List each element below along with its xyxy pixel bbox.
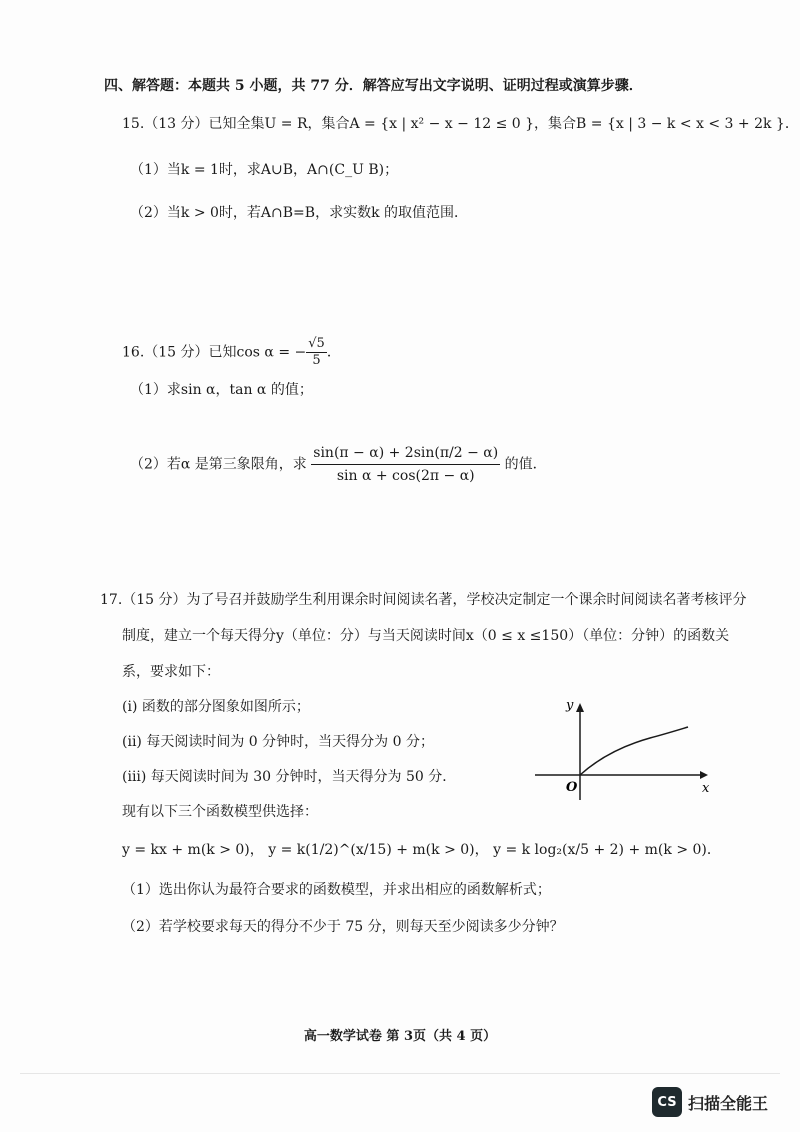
- y-axis-arrow: [576, 703, 584, 712]
- q16-expression-fraction: [311, 442, 500, 487]
- camscanner-watermark-text: 扫描全能王: [688, 1093, 769, 1113]
- q15-part1: （1）当k = 1时，求A∪B，A∩(C_U B)；: [130, 162, 399, 178]
- q16-part2: [130, 442, 547, 487]
- q17-line3: 系，要求如下：: [122, 664, 220, 680]
- q17-part1: （1）选出你认为最符合要求的函数模型，并求出相应的函数解析式；: [122, 882, 551, 898]
- q16-stem-suffix: ．: [326, 344, 341, 361]
- q16-expression-numerator: sin(π − α) + 2sin(π/2 − α): [311, 442, 500, 465]
- q16-stem: [122, 336, 341, 369]
- q15-stem: 15.（13 分）已知全集U = R，集合A = {x | x² − x − 12 ≤ 0 }，集合B = {x | 3 − k < x < 3 + 2k }．: [122, 116, 799, 132]
- q17-function-graph: [530, 695, 720, 805]
- q17-line2: 制度，建立一个每天得分y（单位：分）与当天阅读时间x（0 ≤ x ≤150）（单位：分钟）的函数关: [122, 628, 730, 644]
- y-axis-label: y: [566, 698, 574, 713]
- x-axis-arrow: [700, 771, 708, 779]
- q15-part2: （2）当k > 0时，若A∩B=B，求实数k 的取值范围．: [130, 205, 469, 221]
- q16-cos-fraction: [306, 336, 327, 369]
- q17-condition1: (i) 函数的部分图象如图所示；: [122, 699, 310, 715]
- q17-condition3: (iii) 每天阅读时间为 30 分钟时，当天得分为 50 分．: [122, 769, 457, 785]
- divider: [20, 1073, 780, 1074]
- q17-line1: 17.（15 分）为了号召并鼓励学生利用课余时间阅读名著，学校决定制定一个课余时间阅读名著考核评分: [100, 592, 747, 608]
- q16-part2-suffix: 的值．: [504, 456, 547, 473]
- q17-models: y = kx + m(k > 0)， y = k(1/2)^(x/15) + m(k > 0)， y = k log₂(x/5 + 2) + m(k > 0)．: [122, 842, 721, 858]
- q16-part1: （1）求sin α，tan α 的值；: [130, 382, 313, 398]
- section-heading: 四、解答题：本题共 5 小题，共 77 分．解答应写出文字说明、证明过程或演算步骤．: [104, 78, 643, 94]
- q16-stem-prefix: 16.（15 分）已知cos α = −: [122, 344, 307, 361]
- x-axis-label: x: [702, 781, 710, 796]
- q16-cos-denominator: 5: [312, 353, 321, 368]
- q16-part2-prefix: （2）若α 是第三象限角，求: [130, 456, 307, 473]
- q16-cos-numerator: √5: [308, 336, 325, 351]
- q16-expression-denominator: sin α + cos(2π − α): [336, 468, 475, 484]
- q17-part2: （2）若学校要求每天的得分不少于 75 分，则每天至少阅读多少分钟？: [122, 919, 564, 935]
- camscanner-watermark: [652, 1086, 768, 1118]
- q17-condition2: (ii) 每天阅读时间为 0 分钟时，当天得分为 0 分；: [122, 734, 434, 750]
- function-curve: [580, 727, 688, 775]
- page-footer: 高一数学试卷 第 3页（共 4 页）: [303, 1029, 497, 1044]
- origin-label: O: [566, 780, 578, 795]
- q17-models-intro: 现有以下三个函数模型供选择：: [122, 804, 318, 820]
- camscanner-logo-icon: CS: [652, 1087, 682, 1117]
